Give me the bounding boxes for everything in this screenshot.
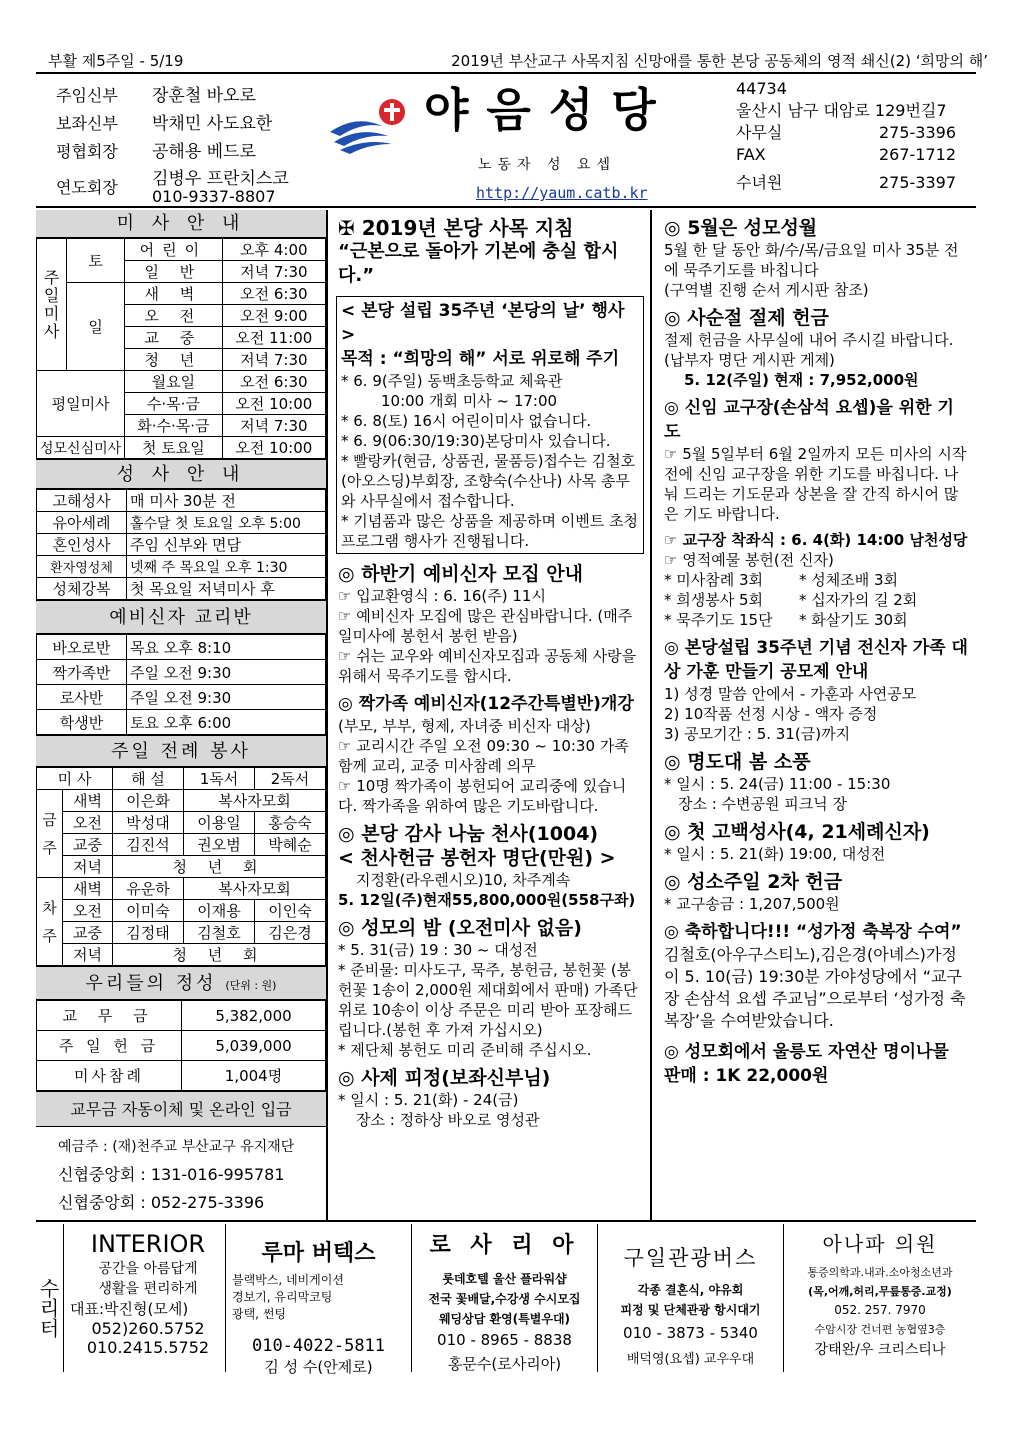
bank-info <box>36 1127 326 1217</box>
church-logo-block <box>326 80 716 208</box>
this-week-label: 금주 <box>37 790 63 878</box>
mass-name: 청 년 <box>125 349 223 371</box>
mass-time: 오전 10:00 <box>222 437 325 459</box>
ad-phone: 052. 257. 7970 <box>834 1303 926 1317</box>
liturgy-mass: 교중 <box>63 922 113 944</box>
anniversary-line: 10:00 개회 미사 ~ 17:00 <box>381 392 558 410</box>
liturgy-mass: 오전 <box>63 900 113 922</box>
mary-night-line: * 5. 31(금) 19 : 30 ~ 대성전 <box>338 941 538 959</box>
ad-line: 생활을 편리하게 <box>98 1281 198 1297</box>
liturgy-commentator: 이은화 <box>113 790 184 812</box>
offering-label: 미사참례 <box>37 1061 182 1091</box>
liturgy-reader: 박혜순 <box>255 834 326 856</box>
sacrament-name: 환자영성체 <box>37 556 127 578</box>
liturgy-mass: 저녁 <box>63 944 113 966</box>
liturgy-group: 청 년 회 <box>113 856 326 878</box>
bank-account: 신협중앙회 : 052-275-3396 <box>58 1193 265 1212</box>
ad-line: 통증의학과.내과.소아청소년과 <box>807 1266 953 1279</box>
ad-phone: 052)260.5752 <box>91 1319 205 1338</box>
next-week-label: 차주 <box>37 878 63 966</box>
street-address: 울산시 남구 대암로 129번길7 <box>736 101 947 120</box>
notice-column-middle <box>330 210 652 1220</box>
ad-owner: 배덕영(요셉) 교우우대 <box>626 1352 755 1367</box>
ad-line: 웨딩상담 환영(특별우대) <box>438 1312 571 1326</box>
ad-title: 루마 버텍스 <box>261 1241 376 1266</box>
offering-table <box>36 1000 326 1091</box>
recruit-line: ☞ 입교환영식 : 6. 16(주) 11시 <box>338 587 546 605</box>
class-name: 바오로반 <box>37 635 127 660</box>
weekday-mass-label: 평일미사 <box>37 371 125 437</box>
sacrament-table <box>36 489 326 600</box>
diocese-motto: 2019년 부산교구 사목지침 신망애를 통한 본당 공동체의 영적 쇄신(2) ‘희망의 해’ <box>451 52 988 70</box>
catechumen-table <box>36 634 326 735</box>
staff-role: 주임신부 <box>56 86 118 105</box>
saturday-label: 토 <box>67 239 125 283</box>
mass-table <box>36 238 326 459</box>
account-holder: 예금주 : (재)천주교 부산교구 유지재단 <box>58 1139 295 1155</box>
family-line: ☞ 10명 짝가족이 봉헌되어 교리중에 있습니다. 짝가족을 위하여 많은 기도바랍니다. <box>338 777 627 815</box>
congrats-line: 김철호(아우구스티노),김은경(아녜스)가정이 5. 10(금) 19:30분 가야성당에서 “교구장 손삼석 요셉 주교님”으로부터 ‘성가정 축복장’을 수여받았습니다. <box>664 945 966 1030</box>
liturgy-section-title: 주일 전례 봉사 <box>36 735 326 767</box>
class-name: 학생반 <box>37 710 127 735</box>
motto-contest-line: 2) 10작품 선정 시상 - 액자 증정 <box>664 705 878 723</box>
liturgy-table <box>36 767 326 966</box>
anniversary-line: * 6. 8(토) 16시 어린이미사 없습니다. <box>341 412 592 430</box>
liturgy-reader: 권오범 <box>184 834 255 856</box>
ad-owner: 강태완/우 크리스티나 <box>814 1342 946 1358</box>
bank-account: 신협중앙회 : 131-016-995781 <box>58 1165 285 1184</box>
recruit-title: ◎ 하반기 예비신자 모집 안내 <box>338 563 583 585</box>
bishop-prayer-title: ◎ 신임 교구장(손삼석 요셉)을 위한 기도 <box>664 398 954 442</box>
bishop-prayer-line: ☞ 5월 5일부터 6월 2일까지 모든 미사의 시작 전에 신임 교구장을 위한 기도를 바칩니다. 나눠 드리는 기도문과 상본을 잘 간직 하시어 많은 기도 바랍니다. <box>664 445 967 523</box>
sacrament-time: 매 미사 30분 전 <box>127 490 326 512</box>
ad-line: (목,어깨,허리,무릎통증.교정) <box>808 1285 952 1298</box>
liturgy-reader: 김은경 <box>255 922 326 944</box>
installation-line: ☞ 교구장 착좌식 : 6. 4(화) 14:00 남천성당 <box>664 531 968 549</box>
office-label: 사무실 <box>736 123 783 142</box>
bouquet-item: * 묵주기도 15단 <box>664 611 773 629</box>
staff-list <box>56 82 289 206</box>
mass-time: 저녁 7:30 <box>222 415 325 437</box>
notice-column-right <box>654 210 976 1220</box>
staff-role: 평협회장 <box>56 142 118 161</box>
lent-title: ◎ 사순절 절제 헌금 <box>664 307 829 329</box>
sacrament-name: 유아세례 <box>37 512 127 534</box>
marian-mass-label: 성모신심미사 <box>37 437 125 459</box>
bouquet-item: * 십자가의 길 2회 <box>799 591 918 609</box>
mass-name: 월요일 <box>125 371 223 393</box>
liturgy-header: 1독서 <box>184 768 255 790</box>
ad-interior <box>36 1224 226 1372</box>
liturgy-group: 청 년 회 <box>113 944 326 966</box>
class-time: 주일 오전 9:30 <box>127 660 326 685</box>
liturgy-mass: 오전 <box>63 812 113 834</box>
fax-label: FAX <box>736 145 766 164</box>
schedule-column <box>36 210 328 1220</box>
sacrament-time: 첫 목요일 저녁미사 후 <box>127 578 326 600</box>
offering-title: 우리들의 정성 <box>85 973 217 994</box>
liturgy-header: 해 설 <box>113 768 184 790</box>
vocation-line: * 교구송금 : 1,207,500원 <box>664 895 840 913</box>
policy-quote: “근본으로 돌아가 기본에 충실 합시다.” <box>338 241 619 286</box>
class-time: 토요 오후 6:00 <box>127 710 326 735</box>
mass-name: 오 전 <box>125 305 223 327</box>
mass-time: 오전 9:00 <box>222 305 325 327</box>
first-confession-line: * 일시 : 5. 21(화) 19:00, 대성전 <box>664 845 886 863</box>
liturgy-mass: 저녁 <box>63 856 113 878</box>
offering-amount: 5,039,000 <box>182 1031 326 1061</box>
motto-contest-title: ◎ 본당설립 35주년 기념 전신자 가족 대상 가훈 만들기 공모제 안내 <box>664 638 968 682</box>
anniversary-line: * 6. 9(06:30/19:30)본당미사 있습니다. <box>341 432 611 450</box>
ad-phone: 010.2415.5752 <box>86 1338 210 1357</box>
offering-label: 교 무 금 <box>37 1001 182 1031</box>
header <box>36 72 976 208</box>
bouquet-item: * 화살기도 30회 <box>799 611 908 629</box>
mass-name: 교 중 <box>125 327 223 349</box>
lent-total: 5. 12(주일) 현재 : 7,952,000원 <box>684 371 919 389</box>
class-name: 짝가족반 <box>37 660 127 685</box>
offering-amount: 5,382,000 <box>182 1001 326 1031</box>
ad-phone: 010 - 3873 - 5340 <box>623 1324 758 1342</box>
ad-ruma-vertex <box>226 1224 412 1376</box>
staff-name: 공해용 베드로 <box>152 142 256 162</box>
ad-line: 전국 꽃배달,수강생 수시모집 <box>428 1292 581 1306</box>
picnic-line: * 일시 : 5. 24(금) 11:00 - 15:30 <box>664 775 891 793</box>
staff-name: 박채민 사도요한 <box>152 114 273 134</box>
vocation-title: ◎ 성소주일 2차 헌금 <box>664 871 843 893</box>
liturgy-commentator: 박성대 <box>113 812 184 834</box>
ad-phone: 010 - 8965 - 8838 <box>437 1331 572 1349</box>
mass-time: 저녁 7:30 <box>222 261 325 283</box>
convent-label: 수녀원 <box>736 173 783 192</box>
offering-section-title <box>36 966 326 1000</box>
bouquet-item: * 성체조배 3회 <box>799 571 899 589</box>
liturgy-reader: 복사자모회 <box>184 878 326 900</box>
mass-name: 화·수·목·금 <box>125 415 223 437</box>
retreat-title: ◎ 사제 피정(보좌신부님) <box>338 1067 551 1089</box>
liturgy-mass: 새벽 <box>63 790 113 812</box>
bouquet-item: * 미사참례 3회 <box>664 571 764 589</box>
class-time: 목요 오후 8:10 <box>127 635 326 660</box>
ad-side-label: 수리터 <box>36 1224 64 1372</box>
mary-night-title: ◎ 성모의 밤 (오전미사 없음) <box>338 917 582 939</box>
family-line: (부모, 부부, 형제, 자녀중 비신자 대상) <box>338 717 591 735</box>
week-label: 부활 제5주일 - 5/19 <box>48 52 184 70</box>
mass-time: 오전 6:30 <box>222 371 325 393</box>
sacrament-time: 넷째 주 목요일 오후 1:30 <box>127 556 326 578</box>
mass-section-title: 미 사 안 내 <box>36 210 326 238</box>
ad-line: 광택, 썬팅 <box>232 1307 286 1321</box>
ad-title: 아나파 의원 <box>822 1232 938 1256</box>
motto-contest-line: 3) 공모기간 : 5. 31(금)까지 <box>664 725 851 743</box>
retreat-line: 장소 : 정하상 바오로 영성관 <box>356 1111 540 1129</box>
liturgy-reader: 복사자모회 <box>184 790 326 812</box>
mass-time: 오후 4:00 <box>222 239 325 261</box>
motto-contest-line: 1) 성경 말씀 안에서 - 가훈과 사연공모 <box>664 685 917 703</box>
bouquet-item: * 희생봉사 5회 <box>664 591 764 609</box>
ad-title: INTERIOR <box>90 1230 206 1258</box>
ad-line: 피정 및 단체관광 항시대기 <box>620 1303 761 1317</box>
ad-line: 경보기, 유리막코팅 <box>232 1290 333 1304</box>
anniversary-goal: 목적 : “희망의 해” 서로 위로해 주기 <box>341 349 620 369</box>
ad-line: 수암시장 건너편 농협옆3층 <box>814 1323 946 1336</box>
sacrament-name: 성체강복 <box>37 578 127 600</box>
picnic-line: 장소 : 수변공원 피크닉 장 <box>678 795 848 813</box>
thanks-title: ◎ 본당 감사 나눔 천사(1004) <box>338 823 599 845</box>
staff-role: 연도회장 <box>56 178 118 197</box>
staff-role: 보좌신부 <box>56 114 118 133</box>
anniversary-line: * 6. 9(주일) 동백초등학교 체육관 <box>341 372 563 390</box>
ad-line: 공간을 아름답게 <box>98 1261 198 1277</box>
class-time: 주일 오전 9:30 <box>127 685 326 710</box>
herb-sale-title: ◎ 성모회에서 울릉도 자연산 명이나물 판매 : 1K 22,000원 <box>664 1042 949 1086</box>
church-website-link[interactable]: http://yaum.catb.kr <box>476 184 648 202</box>
class-name: 로사반 <box>37 685 127 710</box>
spiritual-bouquet-line: ☞ 영적예물 봉헌(전 신자) <box>664 551 834 569</box>
ad-line: 각종 결혼식, 야유회 <box>637 1283 744 1297</box>
retreat-line: * 일시 : 5. 21(화) - 24(금) <box>338 1091 519 1109</box>
policy-title: ✠ 2019년 본당 사목 지침 <box>338 216 574 240</box>
may-line: (구역별 진행 순서 게시판 참조) <box>664 281 869 299</box>
sunday-label: 일 <box>67 283 125 371</box>
sunday-mass-label: 주일미사 <box>37 239 67 371</box>
church-emblem-icon <box>326 92 426 162</box>
catechumen-section-title: 예비신자 교리반 <box>36 600 326 634</box>
ad-rosaria <box>412 1224 598 1372</box>
mass-name: 어린이 <box>125 239 223 261</box>
congrats-title: ◎ 축하합니다!!! “성가정 축복장 수여” <box>664 922 962 942</box>
church-patron: 노동자 성 요셉 <box>478 157 617 173</box>
liturgy-commentator: 이미숙 <box>113 900 184 922</box>
liturgy-reader: 김철호 <box>184 922 255 944</box>
anniversary-line: * 기념품과 많은 상품을 제공하며 이벤트 초청 프로그램 행사가 진행됩니다. <box>341 512 638 550</box>
staff-name: 김병우 프란치스코 <box>152 169 289 189</box>
thanks-total: 5. 12일(주)현재55,800,000원(558구좌) <box>338 891 636 909</box>
anniversary-line: * 빨랑카(현금, 상품권, 물품등)접수는 김철호(아오스딩)부회장, 조향숙(수산나) 사목 총무와 사무실에서 접수합니다. <box>341 452 636 510</box>
ad-guil-bus <box>598 1224 784 1372</box>
ad-owner: 김 성 수(안제로) <box>264 1358 373 1376</box>
ad-title: 구일관광버스 <box>623 1246 758 1270</box>
picnic-title: ◎ 명도대 봄 소풍 <box>664 751 811 773</box>
sacrament-name: 고해성사 <box>37 490 127 512</box>
offering-label: 주 일 헌 금 <box>37 1031 182 1061</box>
mass-name: 수·목·금 <box>125 393 223 415</box>
may-title: ◎ 5월은 성모성월 <box>664 217 818 239</box>
sacrament-section-title: 성 사 안 내 <box>36 459 326 489</box>
ad-line: 블랙박스, 네비게이션 <box>232 1273 344 1287</box>
liturgy-reader: 이용일 <box>184 812 255 834</box>
thanks-line: 지정환(라우렌시오)10, 차주계속 <box>356 871 571 889</box>
recruit-line: ☞ 예비신자 모집에 많은 관심바랍니다. (매주일미사에 봉헌서 봉헌 받음) <box>338 607 633 645</box>
spiritual-bouquet-list <box>664 570 968 630</box>
mary-night-line: * 준비물: 미사도구, 묵주, 봉헌금, 봉헌꽃 (봉헌꽃 1송이 2,000원 제대회에서 판매) 가족단위로 10송이 이상 주문은 미리 받아 포장해드립니다.(봉헌 후 가져 가십시오) <box>338 961 638 1039</box>
offering-unit: (단위 : 원) <box>225 979 277 992</box>
mass-time: 오전 6:30 <box>222 283 325 305</box>
ad-line: 롯데호텔 울산 플라워샵 <box>442 1272 567 1286</box>
ad-line: 대표:박진형(모세) <box>70 1300 189 1318</box>
mass-time: 오전 10:00 <box>222 393 325 415</box>
office-phone: 275-3396 <box>878 123 956 142</box>
convent-phone: 275-3397 <box>878 173 956 192</box>
sacrament-time: 홀수달 첫 토요일 오후 5:00 <box>127 512 326 534</box>
mass-time: 저녁 7:30 <box>222 349 325 371</box>
ads-row <box>36 1224 976 1376</box>
sacrament-time: 주임 신부와 면담 <box>127 534 326 556</box>
liturgy-reader: 이인숙 <box>255 900 326 922</box>
mass-name: 일 반 <box>125 261 223 283</box>
liturgy-commentator: 유운하 <box>113 878 184 900</box>
recruit-line: ☞ 쉬는 교우와 예비신자모집과 공동체 사랑을 위해서 묵주기도를 합시다. <box>338 647 637 685</box>
ad-anapa-clinic <box>784 1224 976 1372</box>
address-block <box>736 78 976 194</box>
mary-night-line: * 제단체 봉헌도 미리 준비해 주십시오. <box>338 1041 592 1059</box>
ad-owner: 홍문수(로사리아) <box>447 1355 562 1373</box>
liturgy-header: 2독서 <box>255 768 326 790</box>
liturgy-reader: 홍승숙 <box>255 812 326 834</box>
anniversary-box <box>336 296 644 554</box>
lent-line: 절제 헌금을 사무실에 내어 주시길 바랍니다.(납부자 명단 게시판 게제) <box>664 331 954 369</box>
family-title: ◎ 짝가족 예비신자(12주간특별반)개강 <box>338 694 634 714</box>
ad-phone: 010-4022-5811 <box>251 1336 386 1356</box>
thanks-subtitle: < 천사헌금 봉헌자 명단(만원) > <box>338 847 616 869</box>
family-line: ☞ 교리시간 주일 오전 09:30 ~ 10:30 가족 함께 교리, 교중 미사참례 의무 <box>338 737 629 775</box>
church-name: 야음성당 <box>424 83 674 137</box>
fax-number: 267-1712 <box>878 145 956 164</box>
may-line: 5월 한 달 동안 화/수/목/금요일 미사 35분 전에 묵주기도를 바칩니다 <box>664 241 959 279</box>
liturgy-commentator: 김정태 <box>113 922 184 944</box>
main-body <box>36 210 976 1222</box>
liturgy-mass: 교중 <box>63 834 113 856</box>
sacrament-name: 혼인성사 <box>37 534 127 556</box>
offering-amount: 1,004명 <box>182 1061 326 1091</box>
liturgy-header: 미 사 <box>37 768 113 790</box>
staff-name: 장훈철 바오로 <box>152 86 256 106</box>
liturgy-reader: 이재용 <box>184 900 255 922</box>
ad-title: 로 사 리 아 <box>429 1233 580 1258</box>
mass-time: 오전 11:00 <box>222 327 325 349</box>
staff-phone: 010-9337-8807 <box>152 187 276 206</box>
liturgy-mass: 새벽 <box>63 878 113 900</box>
anniversary-title: < 본당 설립 35주년 ‘본당의 날’ 행사 > <box>341 301 625 345</box>
mass-name: 새 벽 <box>125 283 223 305</box>
auto-transfer-title: 교무금 자동이체 및 온라인 입금 <box>36 1091 326 1127</box>
liturgy-commentator: 김진석 <box>113 834 184 856</box>
zip-code: 44734 <box>736 79 787 98</box>
first-confession-title: ◎ 첫 고백성사(4, 21세례신자) <box>664 821 930 843</box>
mass-name: 첫 토요일 <box>125 437 223 459</box>
